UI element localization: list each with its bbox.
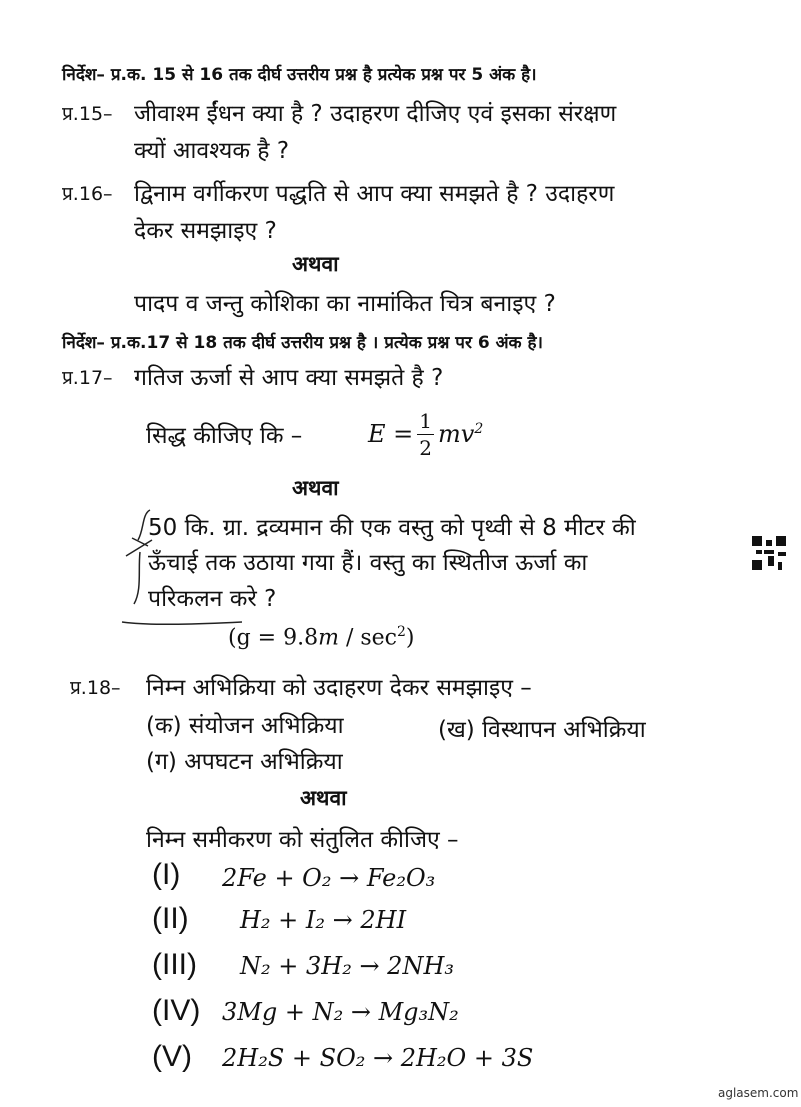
q18-line1: निम्न अभिक्रिया को उदाहरण देकर समझाइए – xyxy=(146,675,532,701)
directive-1-text: प्र.क. 15 से 16 तक दीर्घ उत्तरीय प्रश्न है प्रत्येक प्रश्न पर 5 अंक है। xyxy=(110,65,537,85)
q18-alt: निम्न समीकरण को संतुलित कीजिए – xyxy=(146,827,459,853)
q15-line2: क्यों आवश्यक है ? xyxy=(134,138,290,164)
q17-alt-line3: परिकलन करे ? xyxy=(148,586,277,612)
eq2-equation: H₂ + I₂ → 2HI xyxy=(240,906,407,934)
formula-rhs xyxy=(438,420,483,448)
q18-option-b: (ख) विस्थापन अभिक्रिया xyxy=(438,717,646,743)
given-m: m xyxy=(318,625,339,651)
q18-number: प्र.18– xyxy=(70,677,121,699)
q15-number: प्र.15– xyxy=(62,103,113,125)
q16-number: प्र.16– xyxy=(62,183,113,205)
eq4-equation: 3Mg + N₂ → Mg₃N₂ xyxy=(222,998,459,1026)
footer-watermark: aglasem.com xyxy=(718,1086,799,1100)
given-exponent: 2 xyxy=(396,624,406,640)
q18-option-c: (ग) अपघटन अभिक्रिया xyxy=(146,749,343,775)
q17-alt-line2: ऊँचाई तक उठाया गया हैं। वस्तु का स्थितीज ऊर्जा का xyxy=(148,550,588,576)
qr-code-icon xyxy=(752,536,786,570)
eq4-roman: (IV) xyxy=(152,994,201,1027)
gravity-given xyxy=(228,624,415,650)
q18-or: अथवा xyxy=(300,786,347,810)
fraction-denominator: 2 xyxy=(419,435,432,460)
given-unit: / sec xyxy=(338,625,397,651)
q17-alt-line1: 50 कि. ग्रा. द्रव्यमान की एक वस्तु को पृथ्वी से 8 मीटर की xyxy=(148,515,636,541)
q17-or: अथवा xyxy=(292,476,339,500)
eq2-roman: (II) xyxy=(152,902,189,935)
eq5-roman: (V) xyxy=(152,1040,192,1073)
eq5-equation: 2H₂S + SO₂ → 2H₂O + 3S xyxy=(222,1044,534,1072)
q18-option-a: (क) संयोजन अभिक्रिया xyxy=(146,713,344,739)
eq1-equation: 2Fe + O₂ → Fe₂O₃ xyxy=(222,864,436,892)
directive-2-text: प्र.क.17 से 18 तक दीर्घ उत्तरीय प्रश्न है । प्रत्येक प्रश्न पर 6 अंक है। xyxy=(110,333,543,353)
q16-alt: पादप व जन्तु कोशिका का नामांकित चित्र बनाइए ? xyxy=(134,291,556,317)
directive-1 xyxy=(62,62,537,85)
directive-1-label: निर्देश– xyxy=(62,65,105,85)
q17-line1: गतिज ऊर्जा से आप क्या समझते है ? xyxy=(134,365,444,391)
directive-2 xyxy=(62,330,543,353)
eq3-roman: (III) xyxy=(152,948,197,981)
kinetic-energy-formula xyxy=(368,404,483,464)
directive-2-label: निर्देश– xyxy=(62,333,105,353)
formula-exponent: 2 xyxy=(474,421,484,437)
q16-or: अथवा xyxy=(292,252,339,276)
formula-fraction xyxy=(417,408,434,461)
q17-prove: सिद्ध कीजिए कि – xyxy=(146,423,303,449)
given-close: ) xyxy=(405,625,415,651)
q17-number: प्र.17– xyxy=(62,367,113,389)
given-open: (g = 9.8 xyxy=(228,625,319,651)
formula-rhs-text: mv xyxy=(438,420,475,448)
q16-line2: देकर समझाइए ? xyxy=(134,218,277,244)
q15-line1: जीवाश्म ईंधन क्या है ? उदाहरण दीजिए एवं इसका संरक्षण xyxy=(134,101,617,127)
eq1-roman: (I) xyxy=(152,858,181,891)
q16-line1: द्विनाम वर्गीकरण पद्धति से आप क्या समझते है ? उदाहरण xyxy=(134,181,615,207)
fraction-numerator: 1 xyxy=(419,408,432,433)
eq3-equation: N₂ + 3H₂ → 2NH₃ xyxy=(240,952,454,980)
formula-lhs: E = xyxy=(368,420,414,448)
